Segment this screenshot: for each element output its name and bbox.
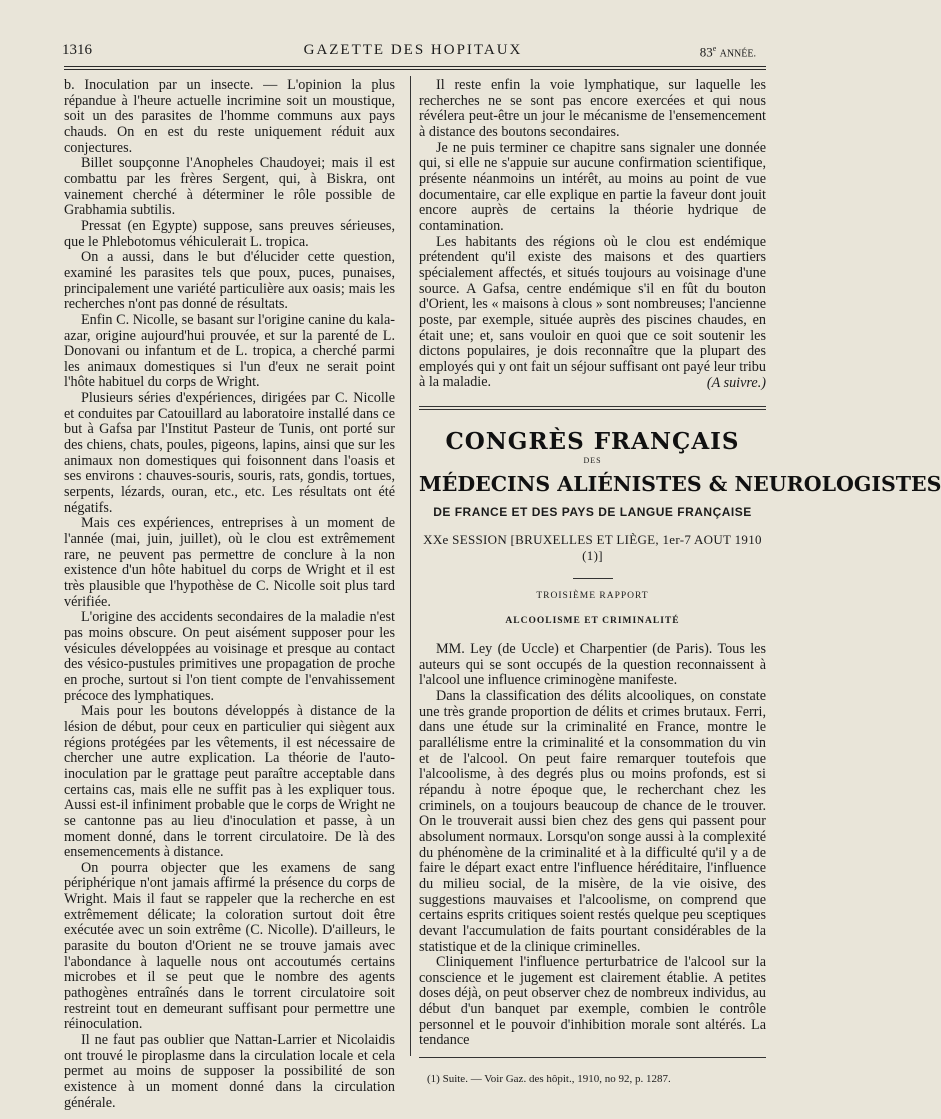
right-paragraph: MM. Ley (de Uccle) et Charpentier (de Paris). Tous les auteurs qui se sont occupés de la question reconnaissent à l'alcool une influence criminogène manifeste.	[419, 641, 766, 689]
right-paragraph: Cliniquement l'influence perturbatrice de l'alcool sur la conscience et le jugement est clairement établie. A petites doses déjà, on peut observer chez de nombreux individus, au début d'un banquet par exemple, combien le contrôle personnel et le pouvoir d'inhibition morale sont altérés. La tendance	[419, 954, 766, 1049]
right-paragraph: Je ne puis terminer ce chapitre sans signaler une donnée qui, si elle ne s'appuie sur aucune confirmation scientifique, présente néanmoins un intérêt, au moins au point de vue documentaire, car elle explique en partie la faveur dont jouit encore auprès de certains la théorie hydrique de contamination.	[419, 139, 766, 234]
left-paragraph: Il ne faut pas oublier que Nattan-Larrier et Nicolaidis ont trouvé le piroplasme dans la circulation locale et cela permet au moins de supposer la possibilité de son existence à un moment donné dans la circulation générale.	[64, 1032, 395, 1111]
right-column	[419, 77, 941, 1088]
right-paragraph: Il reste enfin la voie lymphatique, sur laquelle les recherches ne se sont pas encore exercées et qui nous révélera peut-être un jour le mécanisme de l'ensemencement à distance des boutons secondaires.	[419, 77, 766, 140]
left-paragraph: Plusieurs séries d'expériences, dirigées par C. Nicolle et conduites par Catouillard au laboratoire installé dans ce but à Gafsa par l'Institut Pasteur de Tunis, ont porté sur des chiens, chats, poules, pigeons, lapins, ainsi que sur les animaux non domestiques qui foisonnent dans l'oasis et ses environs : chauves-souris, souris, rats, gondis, tortues, serpents, lézards, ouran, etc., etc. Les résultats ont été négatifs.	[64, 390, 395, 516]
left-paragraph: Pressat (en Egypte) suppose, sans preuves sérieuses, que le Phlebotomus véhiculerait L. tropica.	[64, 217, 395, 250]
left-paragraph: Mais pour les boutons développés à distance de la lésion de début, pour ceux en particulier qui siègent aux régions protégées par les vêtements, il est nécessaire de chercher une autre explication. La théorie de l'auto-inoculation par le grattage peut paraître acceptable dans certains cas, mais elle ne suffit pas à les expliquer tous. Aussi est-il infiniment probable que le corps de Wright ne se cantonne pas au lieu d'inoculation et passe, à un moment donné, dans le torrent circulatoire. De là des ensemencements à distance.	[64, 703, 395, 861]
year-number: 83	[699, 44, 713, 60]
congress-subtitle: DE FRANCE ET DES PAYS DE LANGUE FRANÇAISE	[433, 504, 752, 519]
footnote: (1) Suite. — Voir Gaz. des hôpit., 1910, no 92, p. 1287.	[427, 1073, 671, 1086]
column-divider	[410, 76, 411, 1056]
left-paragraph: On a aussi, dans le but d'élucider cette question, examiné les parasites tels que poux, puces, punaises, principalement une variété particulière aux oasis; mais les recherches n'ont pas donné de résultats.	[64, 249, 395, 313]
section-separator	[419, 406, 766, 410]
page-header	[62, 40, 764, 64]
congress-des: DES	[583, 456, 602, 466]
left-paragraph: b. Inoculation par un insecte. — L'opinion la plus répandue à l'heure actuelle incrimine soit un moustique, soit un des parasites de l'homme communs aux pays chauds. On en est du reste uniquement réduit aux conjectures.	[64, 77, 395, 156]
report-subject: ALCOOLISME ET CRIMINALITÉ	[505, 616, 680, 627]
congress-main-title: MÉDECINS ALIÉNISTES & NEUROLOGISTES	[419, 472, 941, 497]
year-label	[700, 44, 756, 60]
left-paragraph: Enfin C. Nicolle, se basant sur l'origine canine du kala-azar, origine aujourd'hui prouvée, et sur la parenté de L. Donovani ou infantum et de L. tropica, a cherché parmi les animaux domestiques si l'un d'eux ne serait point l'hôte habituel du corps de Wright.	[64, 311, 395, 391]
journal-title: GAZETTE DES HOPITAUX	[303, 42, 523, 58]
page-number: 1316	[62, 42, 92, 58]
year-suffix: e	[712, 44, 717, 53]
header-rule-bottom	[64, 69, 766, 70]
right-paragraph: Dans la classification des délits alcooliques, on constate une très grande proportion de délits et crimes brutaux. Ferri, dans une étude sur la criminalité en France, montre le parallélisme entre la criminalité et la consommation du vin et de l'alcool. On peut faire remarquer toutefois que l'alcoolisme, à des degrés plus ou moins profonds, est si répandu à notre époque que, le recherchant chez les criminels, on a toujours beaucoup de chance de le trouver. On le trouverait aussi bien chez des gens qui passent pour absolument normaux. Lorsqu'on songe aussi à la complexité du phénomène de la criminalité et à la difficulté qu'il y a de faire le départ exact entre l'influence héréditaire, l'influence du milieu social, de la misère, de la vie oisive, des suggestions mauvaises et l'alcoolisme, on comprend que certains esprits critiques soient restés quelque peu sceptiques devant l'accumulation de faits pourtant considérables de la statistique et de la clinique criminelles.	[419, 688, 766, 955]
year-word: ANNÉE.	[719, 48, 756, 60]
left-paragraph: Billet soupçonne l'Anopheles Chaudoyei; mais il est combattu par les frères Sergent, qui, à Biskra, ont vainement cherché à déterminer le rôle possible de Grabhamia subtilis.	[64, 155, 395, 219]
header-rule-top	[64, 66, 766, 67]
left-column	[64, 78, 395, 1111]
left-paragraph: Mais ces expériences, entreprises à un moment de l'année (mai, juin, juillet), où le clou est extrêmement rare, ne peuvent pas permettre de conclure à la non existence d'un hôte habituel du corps de Wright et il est très plausible que l'hypothèse de C. Nicolle soit plus tard vérifiée.	[64, 515, 395, 610]
congress-title: CONGRÈS FRANÇAIS	[445, 427, 740, 455]
to-be-continued-text: (A suivre.)	[706, 375, 766, 392]
congress-session: XXe SESSION [BRUXELLES ET LIÈGE, 1er-7 AOUT 1910 (1)]	[423, 532, 762, 564]
short-rule	[573, 578, 613, 579]
footnote-rule	[419, 1057, 766, 1058]
report-number: TROISIÈME RAPPORT	[536, 590, 649, 601]
left-paragraph: L'origine des accidents secondaires de la maladie n'est pas moins obscure. On peut aisément supposer pour les vésicules développées au voisinage et presque au contact des vésico-pustules primitives une propagation de proche en proche, surtout si l'on tient compte de l'envahissement précoce des lymphatiques.	[64, 609, 395, 704]
right-paragraph: Les habitants des régions où le clou est endémique prétendent qu'il existe des maisons et des quartiers spécialement affectés, et situés toujours au voisinage d'une source. A Gafsa, centre endémique s'il en fût du bouton d'Orient, les « maisons à clous » sont nombreuses; l'ancienne poste, par exemple, située auprès des piscines chaudes, en était une; et, sans vouloir en quoi que ce soit soutenir les dictons populaires, je dois reconnaître que la plupart des employés qui y ont fait un séjour suffisant ont payé leur tribu à la maladie.	[419, 233, 766, 391]
congress-heading	[419, 427, 941, 630]
left-paragraph: On pourra objecter que les examens de sang périphérique n'ont jamais affirmé la présence du corps de Wright. Mais il faut se rappeler que la recherche en est extrêmement délicate; la coloration surtout doit être exécutée avec un soin extrême (C. Nicolle). D'ailleurs, le parasite du bouton d'Orient ne se trouve jamais avec l'abondance à laquelle nous ont accoutumés certains microbes et il se peut que le nombre des agents pathogènes entraînés dans le torrent circulatoire soit restreint tout en demeurant suffisant pour permettre une réinoculation.	[64, 859, 395, 1033]
